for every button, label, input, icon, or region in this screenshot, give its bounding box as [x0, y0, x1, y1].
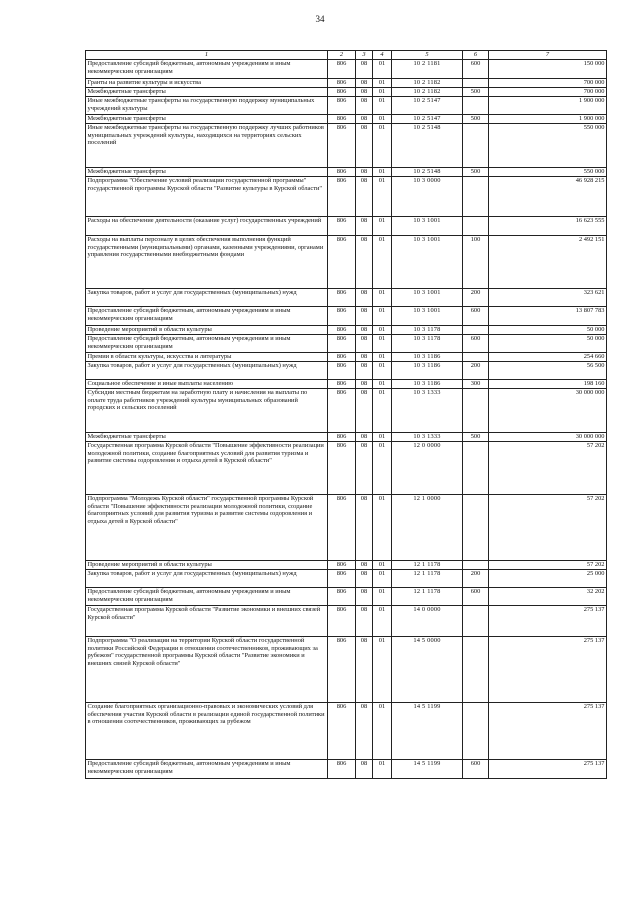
row-section-cell: 08: [356, 570, 373, 588]
row-sum-cell: 50 000: [489, 335, 607, 353]
row-name-cell: Государственная программа Курской области "Развитие экономики и внешних связей Курской области": [86, 606, 328, 637]
row-subsection-cell: 01: [373, 60, 392, 79]
row-subsection-cell: 01: [373, 177, 392, 217]
page-number: 34: [315, 14, 325, 24]
table-row: [86, 79, 607, 88]
row-sum-cell: 46 928 215: [489, 177, 607, 217]
row-subsection-cell: 01: [373, 606, 392, 637]
row-code-cell: 806: [328, 60, 356, 79]
row-section-cell: 08: [356, 236, 373, 289]
row-target-article-cell: 12 1 1178: [392, 561, 463, 570]
row-section-cell: 08: [356, 353, 373, 362]
row-name-cell: Иные межбюджетные трансферты на государственную поддержку лучших работников муниципальных учреждений культуры, находящихся на территориях сельских поселений: [86, 124, 328, 168]
table-row: [86, 289, 607, 307]
row-section-cell: 08: [356, 177, 373, 217]
row-section-cell: 08: [356, 124, 373, 168]
row-expense-type-cell: [463, 637, 489, 703]
column-header: 5: [392, 51, 463, 60]
table-row: [86, 588, 607, 606]
row-target-article-cell: 14 0 0000: [392, 606, 463, 637]
row-target-article-cell: 10 2 5147: [392, 115, 463, 124]
row-target-article-cell: 10 3 1186: [392, 380, 463, 389]
row-target-article-cell: 10 2 5148: [392, 168, 463, 177]
row-name-cell: Предоставление субсидий бюджетным, автономным учреждениям и иным некоммерческим организациям: [86, 60, 328, 79]
row-sum-cell: 2 492 151: [489, 236, 607, 289]
row-code-cell: 806: [328, 289, 356, 307]
row-subsection-cell: 01: [373, 79, 392, 88]
row-subsection-cell: 01: [373, 236, 392, 289]
row-expense-type-cell: [463, 326, 489, 335]
row-sum-cell: 1 900 000: [489, 97, 607, 115]
row-code-cell: 806: [328, 760, 356, 779]
row-target-article-cell: 10 3 1333: [392, 433, 463, 442]
row-expense-type-cell: [463, 124, 489, 168]
row-sum-cell: 30 000 000: [489, 389, 607, 433]
row-sum-cell: 275 137: [489, 760, 607, 779]
row-sum-cell: 25 000: [489, 570, 607, 588]
row-name-cell: Создание благоприятных организационно-правовых и экономических условий для обеспечения участия Курской области в реализации единой государственной политики в отношении соотечественников, проживающих за рубежом: [86, 703, 328, 760]
table-header-row: [86, 51, 607, 60]
table-row: [86, 353, 607, 362]
table-row: [86, 97, 607, 115]
column-header: 7: [489, 51, 607, 60]
row-section-cell: 08: [356, 168, 373, 177]
row-section-cell: 08: [356, 97, 373, 115]
row-section-cell: 08: [356, 380, 373, 389]
row-code-cell: 806: [328, 606, 356, 637]
row-section-cell: 08: [356, 115, 373, 124]
column-header: 1: [86, 51, 328, 60]
row-section-cell: 08: [356, 326, 373, 335]
row-subsection-cell: 01: [373, 442, 392, 495]
row-expense-type-cell: 500: [463, 168, 489, 177]
row-expense-type-cell: 500: [463, 433, 489, 442]
row-code-cell: 806: [328, 637, 356, 703]
row-target-article-cell: 10 3 1333: [392, 389, 463, 433]
row-name-cell: Подпрограмма "Обеспечение условий реализации государственной программы" государственной программы Курской области "Развитие культуры в Курской области": [86, 177, 328, 217]
table-row: [86, 561, 607, 570]
row-section-cell: 08: [356, 60, 373, 79]
table-row: [86, 124, 607, 168]
row-subsection-cell: 01: [373, 380, 392, 389]
row-code-cell: 806: [328, 442, 356, 495]
row-sum-cell: 32 202: [489, 588, 607, 606]
table-row: [86, 380, 607, 389]
table-row: [86, 495, 607, 561]
row-name-cell: Предоставление субсидий бюджетным, автономным учреждениям и иным некоммерческим организациям: [86, 588, 328, 606]
row-expense-type-cell: 200: [463, 362, 489, 380]
row-section-cell: 08: [356, 307, 373, 326]
row-target-article-cell: 12 1 0000: [392, 495, 463, 561]
table-row: [86, 760, 607, 779]
column-header: 6: [463, 51, 489, 60]
row-section-cell: 08: [356, 433, 373, 442]
row-name-cell: Межбюджетные трансферты: [86, 88, 328, 97]
table-row: [86, 606, 607, 637]
row-code-cell: 806: [328, 177, 356, 217]
row-code-cell: 806: [328, 217, 356, 236]
row-subsection-cell: 01: [373, 570, 392, 588]
row-target-article-cell: 10 3 1178: [392, 326, 463, 335]
row-subsection-cell: 01: [373, 88, 392, 97]
row-subsection-cell: 01: [373, 362, 392, 380]
row-code-cell: 806: [328, 561, 356, 570]
row-target-article-cell: 10 3 1001: [392, 289, 463, 307]
row-target-article-cell: 10 3 1001: [392, 236, 463, 289]
row-name-cell: Расходы на обеспечение деятельности (оказание услуг) государственных учреждений: [86, 217, 328, 236]
row-target-article-cell: 14 5 0000: [392, 637, 463, 703]
row-code-cell: 806: [328, 703, 356, 760]
row-name-cell: Подпрограмма "О реализации на территории Курской области государственной политики Российской Федерации в отношении соотечественников, проживающих за рубежом" государственной программы Курской области "Развитие экономики и внешних связей Курской области": [86, 637, 328, 703]
row-code-cell: 806: [328, 362, 356, 380]
row-section-cell: 08: [356, 588, 373, 606]
row-subsection-cell: 01: [373, 326, 392, 335]
row-target-article-cell: 10 3 0000: [392, 177, 463, 217]
row-expense-type-cell: 300: [463, 380, 489, 389]
row-code-cell: 806: [328, 88, 356, 97]
row-name-cell: Проведение мероприятий в области культуры: [86, 561, 328, 570]
row-name-cell: Межбюджетные трансферты: [86, 168, 328, 177]
table-row: [86, 60, 607, 79]
row-name-cell: Закупка товаров, работ и услуг для государственных (муниципальных) нужд: [86, 362, 328, 380]
row-name-cell: Иные межбюджетные трансферты на государственную поддержку муниципальных учреждений культуры: [86, 97, 328, 115]
row-name-cell: Межбюджетные трансферты: [86, 115, 328, 124]
row-section-cell: 08: [356, 217, 373, 236]
row-code-cell: 806: [328, 97, 356, 115]
table-row: [86, 433, 607, 442]
row-subsection-cell: 01: [373, 115, 392, 124]
row-expense-type-cell: [463, 561, 489, 570]
row-name-cell: Субсидии местным бюджетам на заработную плату и начисления на выплаты по оплате труда работников учреждений культуры муниципальных образований городских и сельских поселений: [86, 389, 328, 433]
row-sum-cell: 275 137: [489, 606, 607, 637]
row-sum-cell: 700 000: [489, 79, 607, 88]
row-sum-cell: 275 137: [489, 637, 607, 703]
row-expense-type-cell: 500: [463, 88, 489, 97]
row-expense-type-cell: [463, 79, 489, 88]
table-row: [86, 177, 607, 217]
row-expense-type-cell: [463, 389, 489, 433]
row-name-cell: Предоставление субсидий бюджетным, автономным учреждениям и иным некоммерческим организациям: [86, 335, 328, 353]
row-name-cell: Расходы на выплаты персоналу в целях обеспечения выполнения функций государственными (муниципальными) органами, казенными учреждениями, органами управления государственными внебюджетными фондами: [86, 236, 328, 289]
row-sum-cell: 57 202: [489, 442, 607, 495]
row-section-cell: 08: [356, 561, 373, 570]
table-row: [86, 88, 607, 97]
row-expense-type-cell: 500: [463, 115, 489, 124]
row-section-cell: 08: [356, 606, 373, 637]
row-section-cell: 08: [356, 442, 373, 495]
table-body: [86, 60, 607, 779]
row-subsection-cell: 01: [373, 495, 392, 561]
row-section-cell: 08: [356, 389, 373, 433]
row-section-cell: 08: [356, 362, 373, 380]
row-code-cell: 806: [328, 236, 356, 289]
row-expense-type-cell: 100: [463, 236, 489, 289]
row-code-cell: 806: [328, 168, 356, 177]
row-name-cell: Межбюджетные трансферты: [86, 433, 328, 442]
budget-table: [85, 50, 607, 779]
row-expense-type-cell: [463, 97, 489, 115]
row-section-cell: 08: [356, 289, 373, 307]
row-expense-type-cell: [463, 442, 489, 495]
row-sum-cell: 550 000: [489, 124, 607, 168]
row-expense-type-cell: [463, 177, 489, 217]
row-expense-type-cell: 600: [463, 588, 489, 606]
row-expense-type-cell: 600: [463, 335, 489, 353]
row-sum-cell: 57 202: [489, 561, 607, 570]
table-row: [86, 442, 607, 495]
column-header: 3: [356, 51, 373, 60]
row-sum-cell: 1 900 000: [489, 115, 607, 124]
row-code-cell: 806: [328, 353, 356, 362]
row-name-cell: Государственная программа Курской области "Повышение эффективности реализации молодежной политики, создание благоприятных условий для развития туризма и развитие системы оздоровления и отдыха детей в Курской области": [86, 442, 328, 495]
row-sum-cell: 50 000: [489, 326, 607, 335]
row-target-article-cell: 10 2 1182: [392, 88, 463, 97]
row-target-article-cell: 10 2 5147: [392, 97, 463, 115]
row-code-cell: 806: [328, 326, 356, 335]
row-expense-type-cell: 600: [463, 760, 489, 779]
row-code-cell: 806: [328, 124, 356, 168]
row-subsection-cell: 01: [373, 389, 392, 433]
table-row: [86, 307, 607, 326]
row-name-cell: Подпрограмма "Молодежь Курской области" государственной программы Курской области "Повышение эффективности реализации молодежной политики, создание благоприятных условий для развития туризма и развитие системы оздоровления и отдыха детей в Курской области": [86, 495, 328, 561]
row-subsection-cell: 01: [373, 97, 392, 115]
row-name-cell: Социальное обеспечение и иные выплаты населению: [86, 380, 328, 389]
row-code-cell: 806: [328, 495, 356, 561]
table-row: [86, 637, 607, 703]
row-subsection-cell: 01: [373, 289, 392, 307]
row-sum-cell: 700 000: [489, 88, 607, 97]
row-name-cell: Предоставление субсидий бюджетным, автономным учреждениям и иным некоммерческим организациям: [86, 307, 328, 326]
row-name-cell: Гранты на развитие культуры и искусства: [86, 79, 328, 88]
row-code-cell: 806: [328, 307, 356, 326]
row-section-cell: 08: [356, 637, 373, 703]
table-row: [86, 389, 607, 433]
row-expense-type-cell: [463, 353, 489, 362]
table-row: [86, 362, 607, 380]
row-target-article-cell: 12 1 1178: [392, 570, 463, 588]
row-name-cell: Предоставление субсидий бюджетным, автономным учреждениям и иным некоммерческим организациям: [86, 760, 328, 779]
row-sum-cell: 150 000: [489, 60, 607, 79]
row-subsection-cell: 01: [373, 637, 392, 703]
row-subsection-cell: 01: [373, 588, 392, 606]
row-target-article-cell: 12 0 0000: [392, 442, 463, 495]
row-expense-type-cell: 200: [463, 289, 489, 307]
row-section-cell: 08: [356, 335, 373, 353]
row-name-cell: Проведение мероприятий в области культуры: [86, 326, 328, 335]
row-target-article-cell: 10 3 1178: [392, 335, 463, 353]
row-target-article-cell: 10 2 1182: [392, 79, 463, 88]
row-expense-type-cell: 600: [463, 60, 489, 79]
row-section-cell: 08: [356, 88, 373, 97]
row-subsection-cell: 01: [373, 561, 392, 570]
row-name-cell: Премии в области культуры, искусства и литературы: [86, 353, 328, 362]
row-code-cell: 806: [328, 115, 356, 124]
row-code-cell: 806: [328, 433, 356, 442]
row-code-cell: 806: [328, 380, 356, 389]
row-subsection-cell: 01: [373, 168, 392, 177]
row-name-cell: Закупка товаров, работ и услуг для государственных (муниципальных) нужд: [86, 570, 328, 588]
row-subsection-cell: 01: [373, 217, 392, 236]
row-target-article-cell: 14 5 1199: [392, 760, 463, 779]
row-subsection-cell: 01: [373, 433, 392, 442]
row-sum-cell: 57 202: [489, 495, 607, 561]
table-row: [86, 703, 607, 760]
table-row: [86, 115, 607, 124]
row-sum-cell: 30 000 000: [489, 433, 607, 442]
row-section-cell: 08: [356, 495, 373, 561]
row-subsection-cell: 01: [373, 307, 392, 326]
row-sum-cell: 550 000: [489, 168, 607, 177]
row-target-article-cell: 10 2 1181: [392, 60, 463, 79]
table-row: [86, 168, 607, 177]
row-expense-type-cell: [463, 703, 489, 760]
row-sum-cell: 56 500: [489, 362, 607, 380]
row-section-cell: 08: [356, 703, 373, 760]
table-row: [86, 570, 607, 588]
row-code-cell: 806: [328, 79, 356, 88]
row-code-cell: 806: [328, 588, 356, 606]
table-row: [86, 326, 607, 335]
row-expense-type-cell: [463, 606, 489, 637]
row-subsection-cell: 01: [373, 124, 392, 168]
row-sum-cell: 323 621: [489, 289, 607, 307]
row-expense-type-cell: 600: [463, 307, 489, 326]
row-sum-cell: 275 137: [489, 703, 607, 760]
row-sum-cell: 254 660: [489, 353, 607, 362]
row-section-cell: 08: [356, 760, 373, 779]
row-code-cell: 806: [328, 570, 356, 588]
row-expense-type-cell: 200: [463, 570, 489, 588]
row-sum-cell: 13 807 783: [489, 307, 607, 326]
row-subsection-cell: 01: [373, 703, 392, 760]
row-subsection-cell: 01: [373, 335, 392, 353]
row-target-article-cell: 10 3 1186: [392, 362, 463, 380]
row-target-article-cell: 10 3 1001: [392, 217, 463, 236]
table-row: [86, 217, 607, 236]
row-code-cell: 806: [328, 335, 356, 353]
row-subsection-cell: 01: [373, 760, 392, 779]
row-sum-cell: 198 160: [489, 380, 607, 389]
row-code-cell: 806: [328, 389, 356, 433]
table-row: [86, 236, 607, 289]
row-sum-cell: 16 623 555: [489, 217, 607, 236]
row-expense-type-cell: [463, 495, 489, 561]
table-row: [86, 335, 607, 353]
row-subsection-cell: 01: [373, 353, 392, 362]
column-header: 4: [373, 51, 392, 60]
row-target-article-cell: 12 1 1178: [392, 588, 463, 606]
row-expense-type-cell: [463, 217, 489, 236]
row-section-cell: 08: [356, 79, 373, 88]
column-header: 2: [328, 51, 356, 60]
row-name-cell: Закупка товаров, работ и услуг для государственных (муниципальных) нужд: [86, 289, 328, 307]
row-target-article-cell: 10 3 1001: [392, 307, 463, 326]
row-target-article-cell: 14 5 1199: [392, 703, 463, 760]
row-target-article-cell: 10 3 1186: [392, 353, 463, 362]
row-target-article-cell: 10 2 5148: [392, 124, 463, 168]
